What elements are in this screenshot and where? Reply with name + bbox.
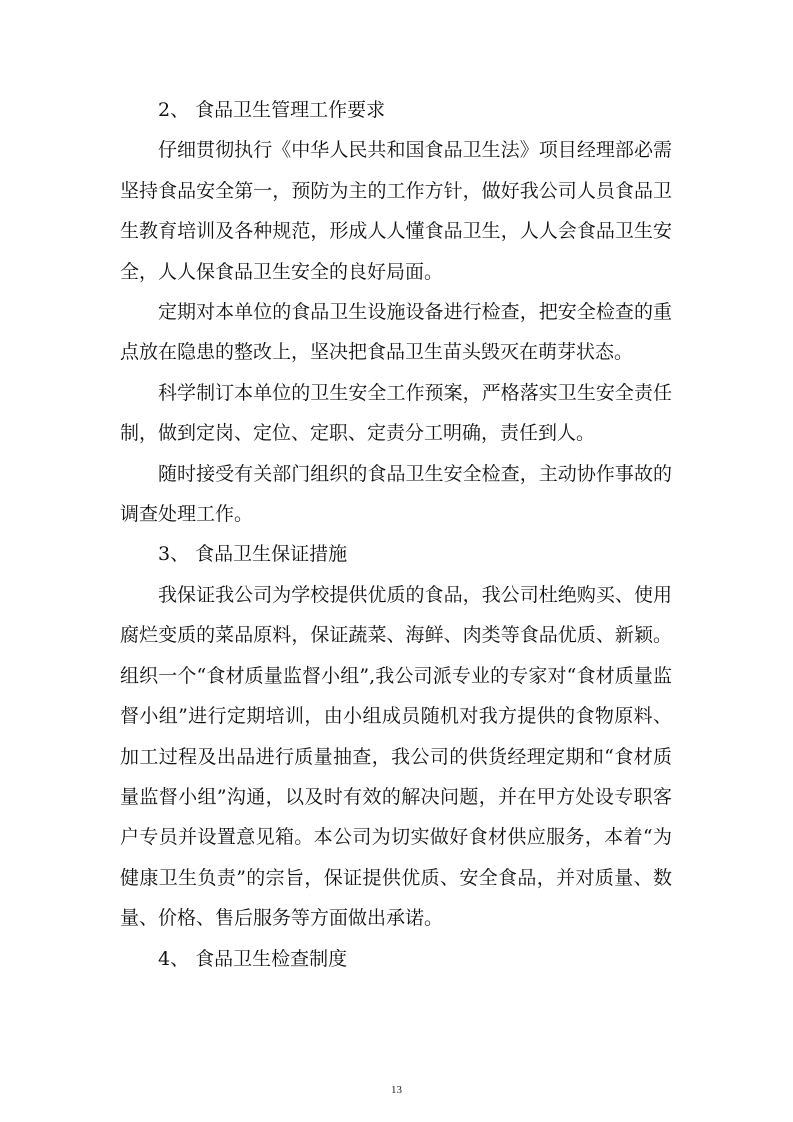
paragraph-regular-inspection: 定期对本单位的食品卫生设施设备进行检查，把安全检查的重点放在隐患的整改上，坚决把食品卫生苗头毁灭在萌芽状态。 bbox=[120, 301, 672, 364]
paragraph-accept-inspection: 随时接受有关部门组织的食品卫生安全检查，主动协作事故的调查处理工作。 bbox=[120, 462, 672, 526]
section-heading-3: 3、 食品卫生保证措施 bbox=[158, 543, 348, 566]
document-body bbox=[120, 90, 672, 979]
section-heading-4: 4、 食品卫生检查制度 bbox=[158, 947, 348, 970]
page-number: 13 bbox=[391, 1084, 402, 1096]
paragraph-food-hygiene-law: 仔细贯彻执行《中华人民共和国食品卫生法》项目经理部必需坚持食品安全第一，预防为主的工作方针，做好我公司人员食品卫生教育培训及各种规范，形成人人懂食品卫生，人人会食品卫生安全，人人保食品卫生安全的良好局面。 bbox=[120, 139, 672, 283]
paragraph-quality-guarantee: 我保证我公司为学校提供优质的食品，我公司杜绝购买、使用腐烂变质的菜品原料，保证蔬菜、海鲜、肉类等食品优质、新颖。组织一个“食材质量监督小组”,我公司派专业的专家对“食材质量监督小组”进行定期培训，由小组成员随机对我方提供的食物原料、加工过程及出品进行质量抽查，我公司的供货经理定期和“食材质量监督小组”沟通，以及时有效的解决问题，并在甲方处设专职客户专员并设置意见箱。本公司为切实做好食材供应服务，本着“为健康卫生负责”的宗旨，保证提供优质、安全食品，并对质量、数量、价格、售后服务等方面做出承诺。 bbox=[120, 583, 672, 930]
paragraph-safety-plan: 科学制订本单位的卫生安全工作预案，严格落实卫生安全责任制，做到定岗、定位、定职、定责分工明确，责任到人。 bbox=[120, 381, 672, 445]
section-heading-2: 2、 食品卫生管理工作要求 bbox=[158, 99, 386, 121]
